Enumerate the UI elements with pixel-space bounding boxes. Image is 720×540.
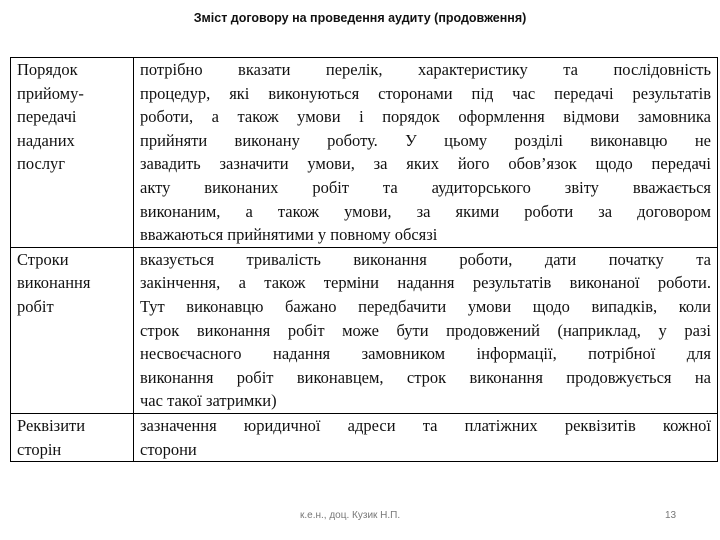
table-row bbox=[11, 413, 718, 461]
contract-table bbox=[10, 57, 718, 462]
row-label bbox=[11, 58, 134, 248]
description-line: сторони bbox=[140, 439, 197, 459]
description-line: акту виконаних робіт та аудиторського звіту вважається bbox=[140, 177, 711, 197]
label-line: прийому- bbox=[17, 83, 84, 103]
description-line: завадить зазначити умови, за яких його обов’язок щодо передачі bbox=[140, 154, 711, 174]
row-label bbox=[11, 413, 134, 461]
page-number: 13 bbox=[665, 510, 677, 521]
description-line: зазначення юридичної адреси та платіжних реквізитів кожної bbox=[140, 415, 711, 435]
description-line: Тут виконавцю бажано передбачити умови щодо випадків, коли bbox=[140, 296, 711, 316]
description-line: виконаним, а також умови, за якими роботи за договором bbox=[140, 201, 711, 221]
description-line: потрібно вказати перелік, характеристику та послідовність bbox=[140, 60, 711, 79]
description-line: вказується тривалість виконання роботи, дати початку та bbox=[140, 249, 711, 269]
description-line: строк виконання робіт може бути продовжений (наприклад, у разі bbox=[140, 320, 711, 340]
label-line: Порядок bbox=[17, 60, 78, 79]
slide-title: Зміст договору на проведення аудиту (продовження) bbox=[193, 11, 527, 25]
label-line: передачі bbox=[17, 107, 77, 127]
description-line: роботи, а також умови і порядок оформлення відмови замовника bbox=[140, 107, 711, 127]
label-line: Реквізити bbox=[17, 415, 86, 435]
description-line: прийняти виконану роботу. У цьому розділі виконавцю не bbox=[140, 130, 711, 150]
description-line: час такої затримки) bbox=[140, 391, 277, 411]
description-line: закінчення, а також терміни надання результатів виконаної роботи. bbox=[140, 273, 711, 293]
label-line: виконання bbox=[17, 273, 91, 293]
description-line: вважаються прийнятими у повному обсязі bbox=[140, 225, 438, 245]
row-description bbox=[134, 413, 718, 461]
table-row bbox=[11, 247, 718, 413]
label-line: послуг bbox=[17, 154, 66, 174]
description-line: процедур, які виконуються сторонами під час передачі результатів bbox=[140, 83, 711, 103]
description-line: виконання робіт виконавцем, строк виконання продовжується на bbox=[140, 367, 711, 387]
label-line: наданих bbox=[17, 130, 75, 150]
label-line: сторін bbox=[17, 439, 62, 459]
footer-author: к.е.н., доц. Кузик Н.П. bbox=[300, 510, 401, 521]
row-description bbox=[134, 247, 718, 413]
label-line: Строки bbox=[17, 249, 69, 269]
description-line: несвоєчасного надання замовником інформації, потрібної для bbox=[140, 344, 711, 364]
row-description bbox=[134, 58, 718, 248]
table-row bbox=[11, 58, 718, 248]
label-line: робіт bbox=[17, 296, 54, 316]
row-label bbox=[11, 247, 134, 413]
